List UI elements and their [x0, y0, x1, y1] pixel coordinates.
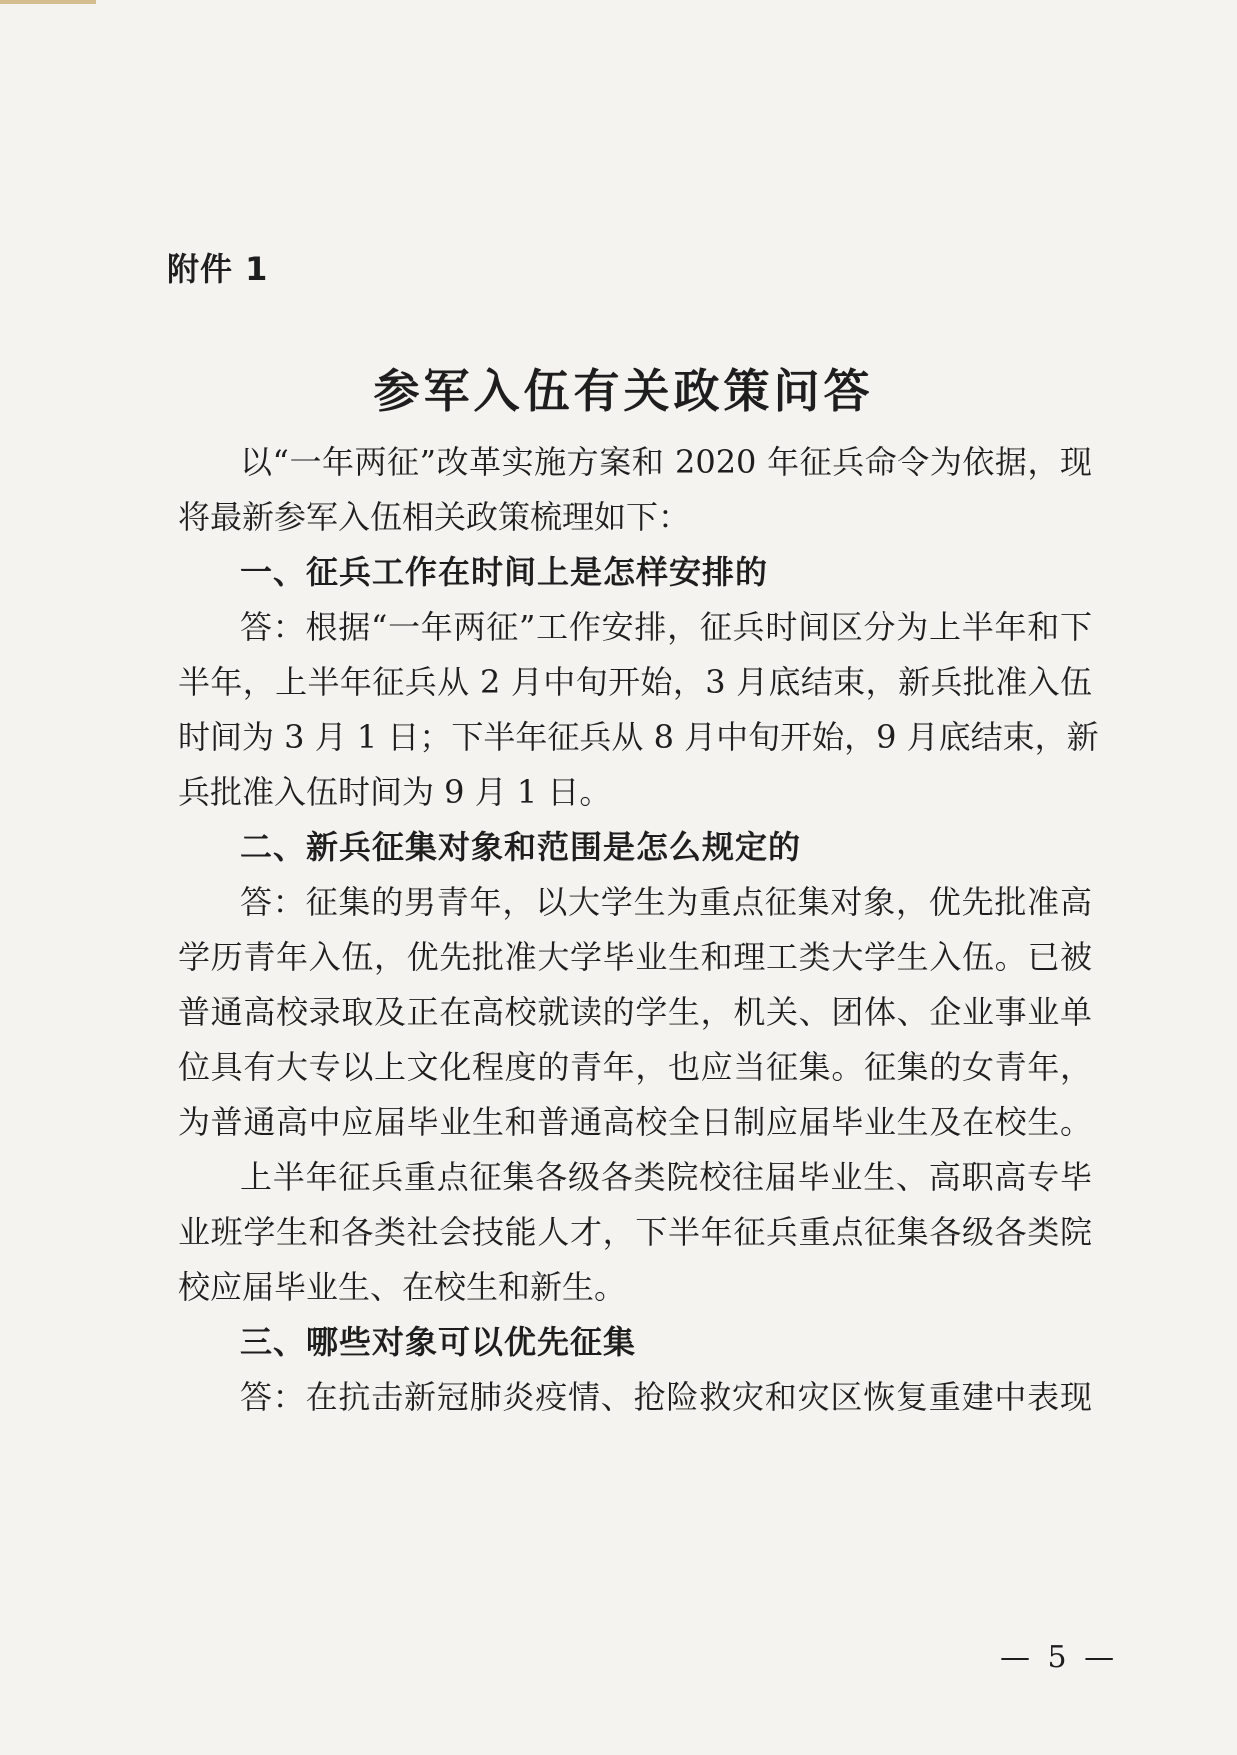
paragraph-line: 将最新参军入伍相关政策梳理如下：	[178, 498, 691, 536]
paragraph-line: 半年，上半年征兵从 2 月中旬开始，3 月底结束，新兵批准入伍	[178, 663, 1092, 701]
paragraph-line: 答：在抗击新冠肺炎疫情、抢险救灾和灾区恢复重建中表现	[240, 1378, 1092, 1416]
paragraph-line: 上半年征兵重点征集各级各类院校往届毕业生、高职高专毕	[240, 1158, 1092, 1196]
paragraph-line: 普通高校录取及正在高校就读的学生，机关、团体、企业事业单	[178, 993, 1092, 1031]
paragraph-line: 答：根据“一年两征”工作安排，征兵时间区分为上半年和下	[240, 608, 1092, 646]
paragraph-line: 以“一年两征”改革实施方案和 2020 年征兵命令为依据，现	[240, 443, 1092, 481]
paragraph-line: 校应届毕业生、在校生和新生。	[178, 1268, 627, 1306]
document-title: 参军入伍有关政策问答	[373, 364, 874, 418]
section-heading: 三、哪些对象可以优先征集	[240, 1323, 637, 1361]
paragraph-line: 时间为 3 月 1 日；下半年征兵从 8 月中旬开始，9 月底结束，新	[178, 718, 1099, 756]
paragraph-line: 业班学生和各类社会技能人才，下半年征兵重点征集各级各类院	[178, 1213, 1092, 1251]
attachment-label: 附件 1	[167, 250, 269, 288]
paragraph-line: 答：征集的男青年，以大学生为重点征集对象，优先批准高	[240, 883, 1092, 921]
paragraph-line: 位具有大专以上文化程度的青年，也应当征集。征集的女青年，	[178, 1048, 1092, 1086]
paragraph-line: 学历青年入伍，优先批准大学毕业生和理工类大学生入伍。已被	[178, 938, 1092, 976]
section-heading: 二、新兵征集对象和范围是怎么规定的	[240, 828, 802, 866]
page-number: — 5 —	[1000, 1640, 1119, 1675]
paragraph-line: 为普通高中应届毕业生和普通高校全日制应届毕业生及在校生。	[178, 1103, 1092, 1141]
scan-edge-mark	[0, 0, 96, 4]
paragraph-line: 兵批准入伍时间为 9 月 1 日。	[178, 773, 612, 811]
section-heading: 一、征兵工作在时间上是怎样安排的	[240, 553, 769, 591]
